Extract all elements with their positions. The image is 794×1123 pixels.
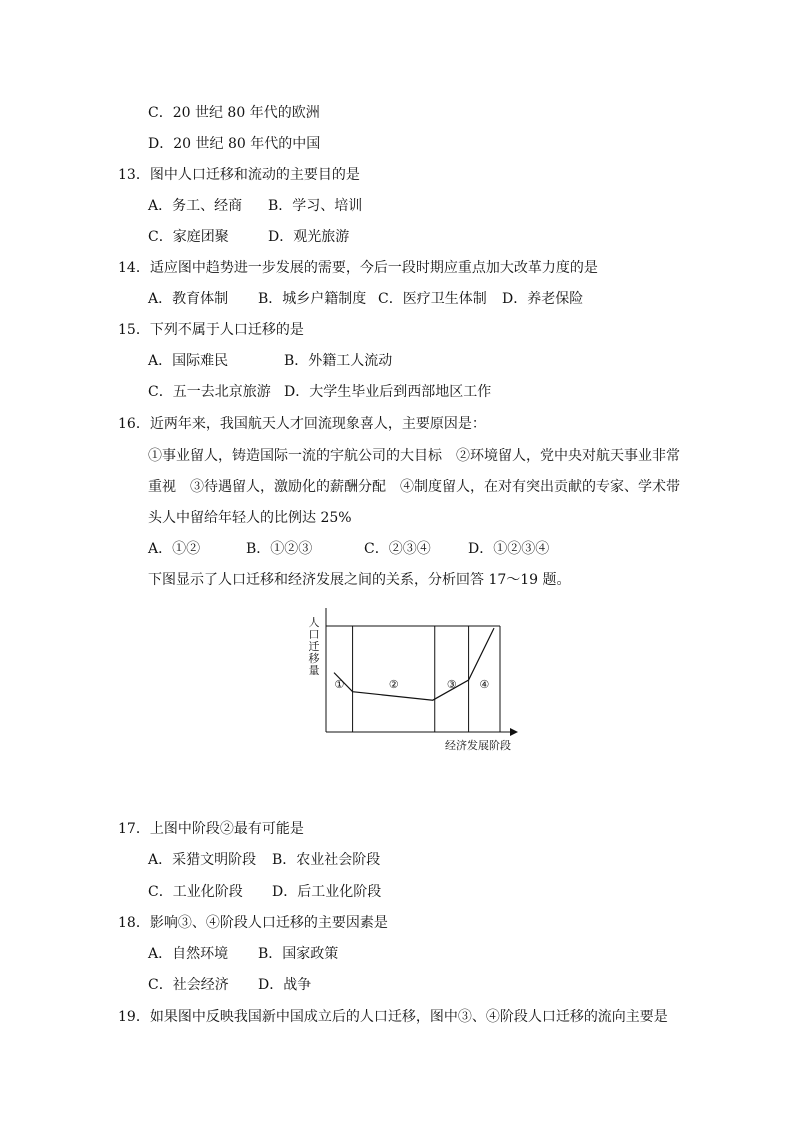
q17-stem: 17．上图中阶段②最有可能是 [118,821,304,837]
q13-option-b: B．学习、培训 [268,198,363,214]
q16-stem: 16．近两年来，我国航天人才回流现象喜人，主要原因是： [118,416,486,432]
q18-options-row1 [148,944,338,964]
y-axis-label-char: 移 [308,652,320,665]
q14-option-b: B．城乡户籍制度 [258,291,367,307]
q17-option-b: B．农业社会阶段 [272,852,381,868]
q18-option-c: C．社会经济 [148,977,229,993]
q14-stem: 14．适应图中趋势进一步发展的需要，今后一段时期应重点加大改革力度的是 [118,260,598,276]
q18-option-b: B．国家政策 [258,946,339,962]
q18-option-d: D．战争 [258,977,312,993]
q18-option-a: A．自然环境 [148,946,229,962]
q18-options-row2 [148,975,311,995]
q17-options-row2 [148,882,381,902]
q14-option-a: A．教育体制 [148,291,229,307]
q16-statement-line2: 重视 ③待遇留人，激励化的薪酬分配 ④制度留人，在对有突出贡献的专家、学术带 [148,479,680,495]
q16-options-row [148,539,549,559]
q18-stem: 18．影响③、④阶段人口迁移的主要因素是 [118,915,388,931]
y-axis-label-char: 量 [308,664,320,677]
q16-option-d: D．①②③④ [468,541,550,557]
q17-option-a: A．采猎文明阶段 [148,852,257,868]
stage-label-4: ④ [479,678,490,691]
q13-option-c: C．家庭团聚 [148,229,229,245]
q15-option-d: D．大学生毕业后到西部地区工作 [284,384,492,400]
figure-intro: 下图显示了人口迁移和经济发展之间的关系，分析回答 17～19 题。 [148,572,571,588]
q15-option-a: A．国际难民 [148,353,229,369]
q16-option-c: C．②③④ [364,541,431,557]
q12-option-d: D．20 世纪 80 年代的中国 [148,136,321,152]
y-axis-label-char: 迁 [308,640,320,653]
x-axis-arrow [510,728,518,736]
x-axis-label: 经济发展阶段 [445,739,511,752]
q15-options-row1 [148,351,392,371]
q15-option-c: C．五一去北京旅游 [148,384,271,400]
q16-option-a: A．①② [148,541,201,557]
stage-label-1: ① [334,678,345,691]
q15-options-row2 [148,382,491,402]
q14-option-d: D．养老保险 [502,291,584,307]
q13-stem: 13．图中人口迁移和流动的主要目的是 [118,167,360,183]
q14-options-row [148,289,583,309]
q16-option-b: B．①②③ [246,541,313,557]
q17-option-c: C．工业化阶段 [148,884,243,900]
q16-statement-line3: 头人中留给年轻人的比例达 25% [148,510,352,526]
migration-volume-line [334,628,494,700]
q15-stem: 15．下列不属于人口迁移的是 [118,322,304,338]
q14-option-c: C．医疗卫生体制 [378,291,487,307]
stage-label-2: ② [388,678,399,691]
q13-option-d: D．观光旅游 [268,229,350,245]
q12-option-c: C．20 世纪 80 年代的欧洲 [148,105,320,121]
stage-label-3: ③ [446,678,457,691]
y-axis-label-char: 人 [308,616,320,629]
q19-stem: 19．如果图中反映我国新中国成立后的人口迁移，图中③、④阶段人口迁移的流向主要是 [118,1009,668,1025]
y-axis-label-char: 口 [308,628,320,641]
migration-stage-chart [300,604,530,754]
q16-statement-line1: ①事业留人，铸造国际一流的宇航公司的大目标 ②环境留人，党中央对航天事业非常 [148,448,680,464]
q15-option-b: B．外籍工人流动 [284,353,393,369]
q13-options-row2 [148,227,349,247]
q13-options-row1 [148,196,362,216]
q13-option-a: A．务工、经商 [148,198,243,214]
q17-option-d: D．后工业化阶段 [272,884,382,900]
q17-options-row1 [148,850,380,870]
